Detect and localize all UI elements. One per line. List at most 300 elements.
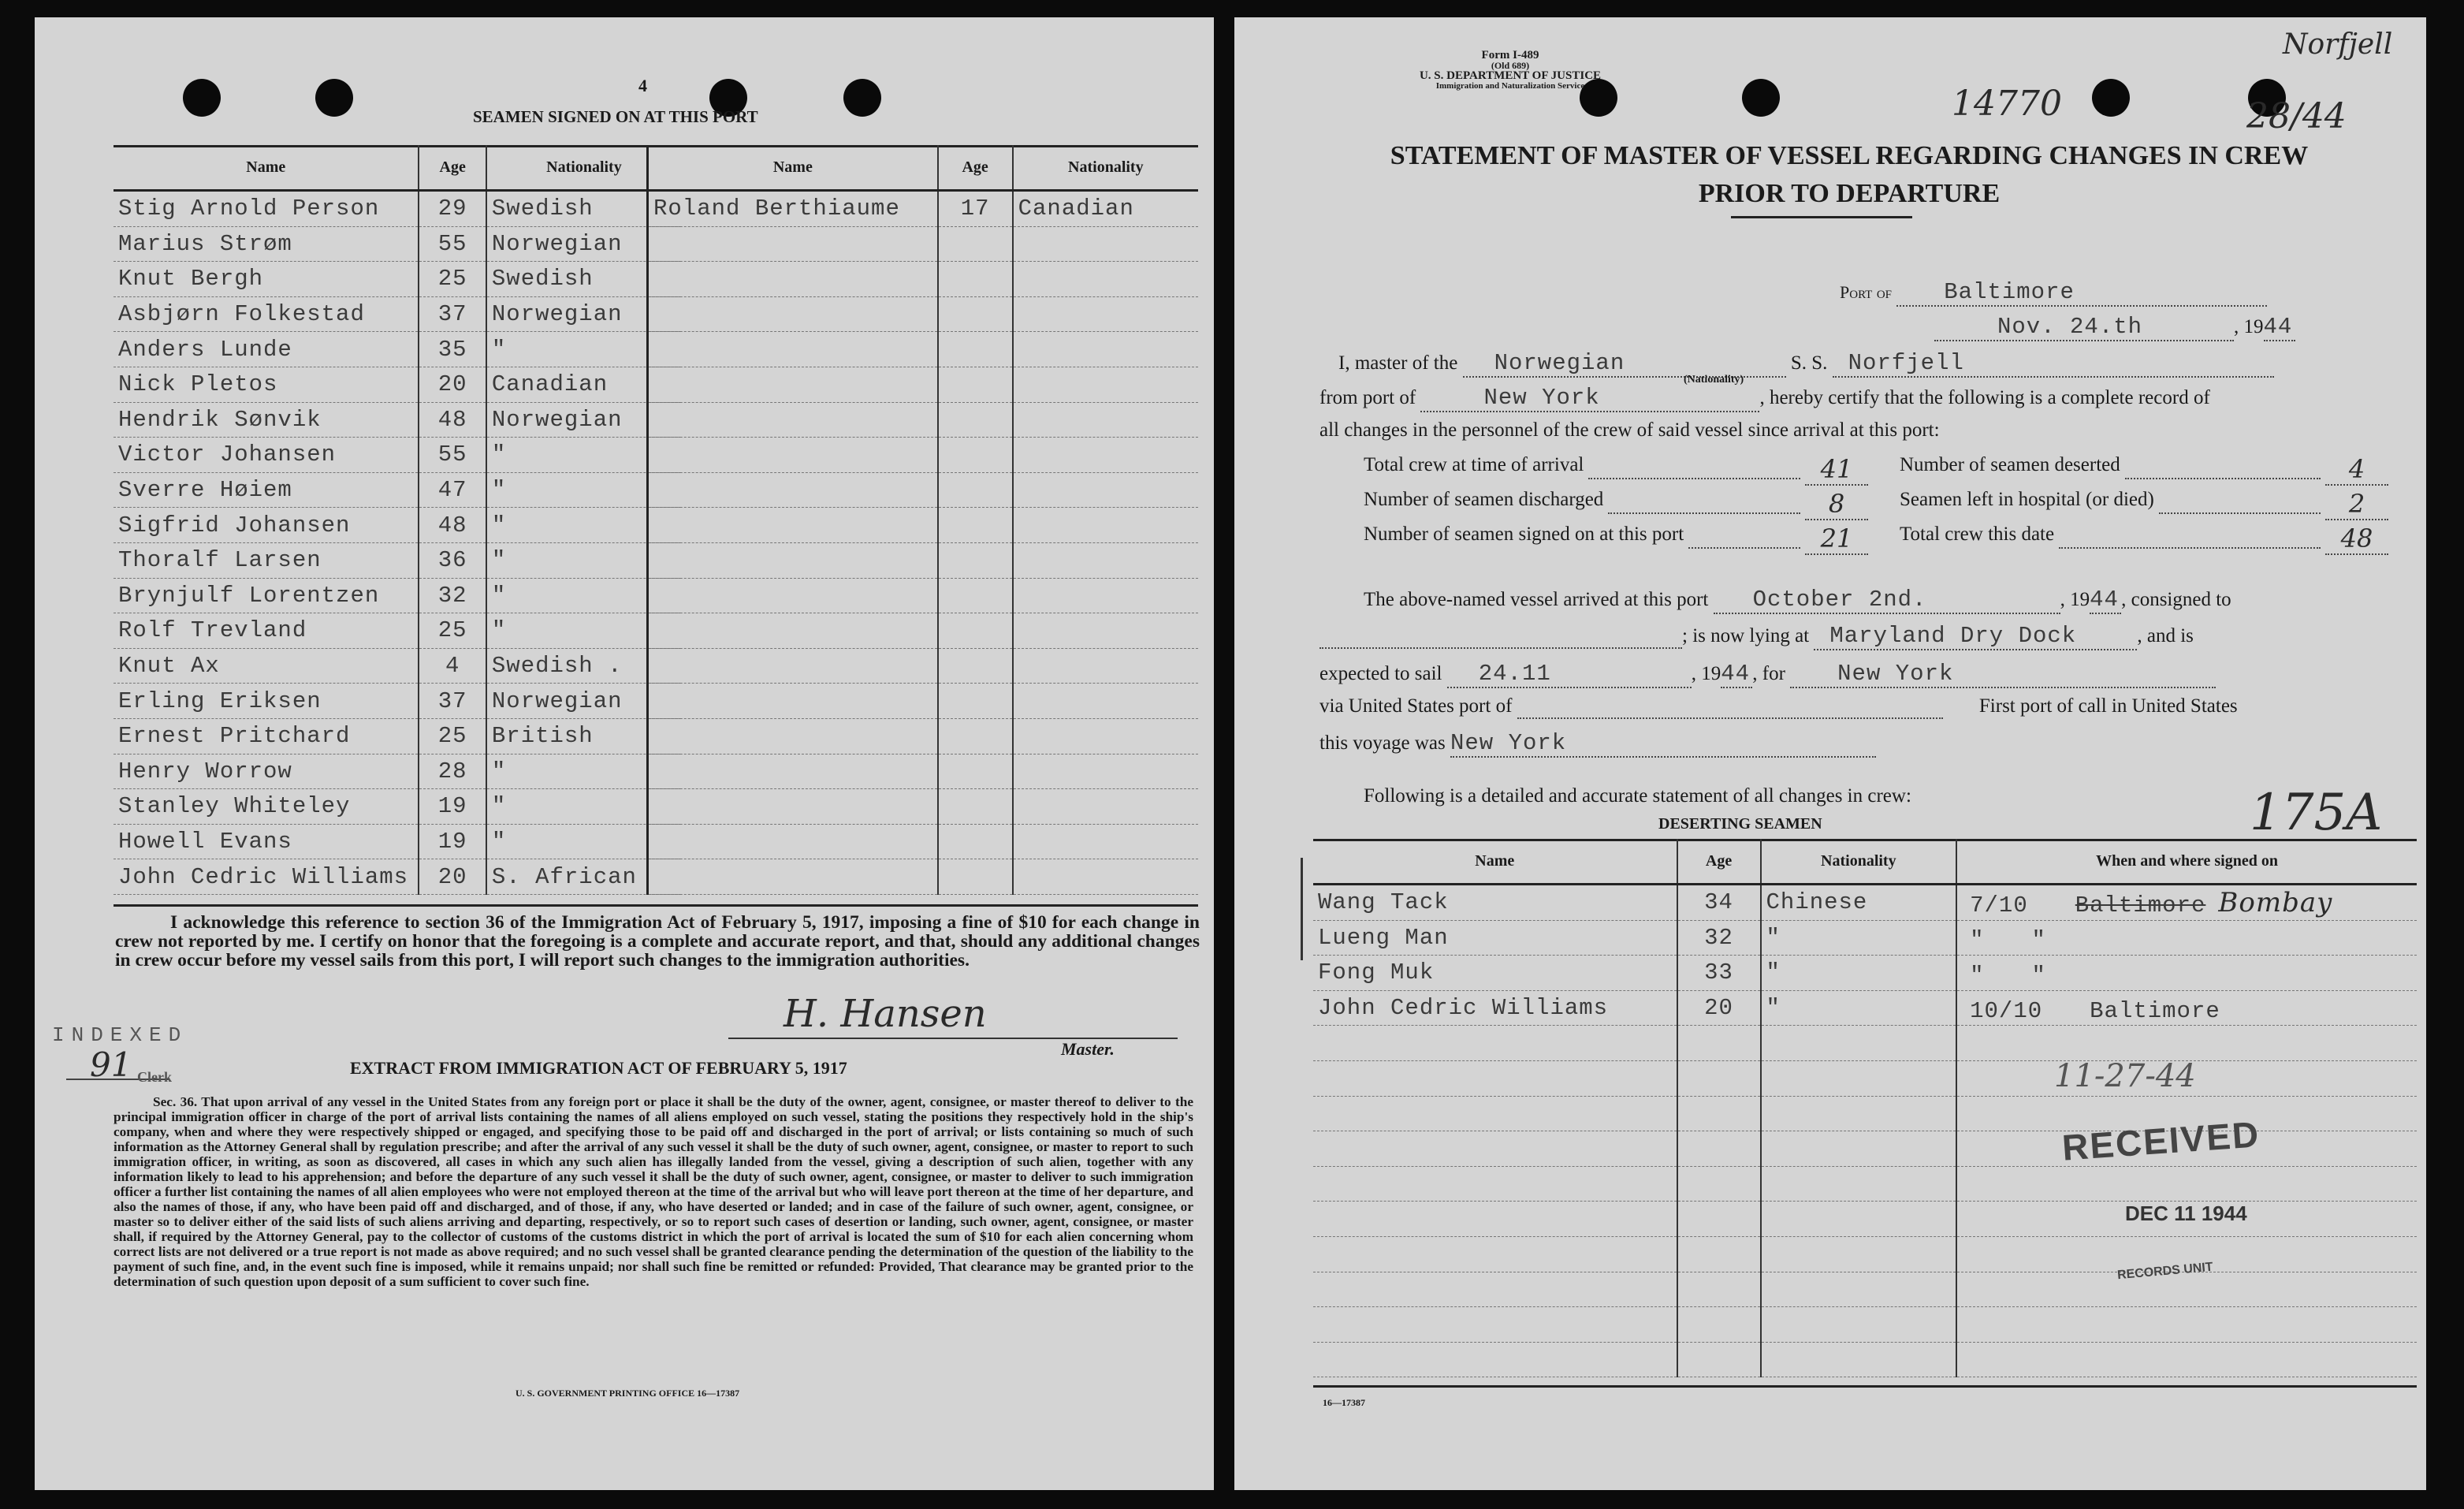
- date-row: Nov. 24.th , 1944: [1934, 314, 2295, 341]
- cell-name: [648, 542, 938, 578]
- cell-nat: Canadian: [1013, 191, 1198, 227]
- cell-when: [1956, 1272, 2417, 1307]
- cell-name: Wang Tack: [1313, 885, 1677, 921]
- from-port-value: New York: [1420, 385, 1759, 412]
- table-row: [114, 578, 681, 613]
- cell-age: 37: [419, 684, 486, 719]
- cell-name: Roland Berthiaume: [648, 191, 938, 227]
- extract-body: Sec. 36. That upon arrival of any vessel in the United States from any foreign port or place it shall be the duty of the owner, agent, consignee, or master thereof to deliver to the principal immigration officer in charge of the port of arrival lists containing the names of all aliens employed on such vessel, stating the positions they respectively hold in the ship's company, when and where they were respectively shipped or engaged, and specifying those to be paid off and discharged in the port of arrival; or lists containing so much of such information as the Attorney General shall by regulation prescribe; and after the arrival of any such vessel it shall be the duty of such owner, agent, consignee, or master to report to such immigration officer, in writing, as soon as discovered, all cases in which any such alien has illegally landed from the vessel, giving a description of such alien, together with any information likely to lead to his apprehension; and before the departure of any such vessel it shall be the duty of such owner, agent, consignee, or master to deliver to such immigration officer a further list containing the names of all alien employees who were not employed thereon at the time of the arrival but who will leave port thereon at the time of her departure, and also the names of those, if any, who have been paid off and discharged, and of those, if any, who have deserted or landed; and in case of the failure of such owner, agent, consignee, or master so to deliver either of the said lists of such aliens arriving and departing, respectively, or so to report such cases of desertion or landing, such owner, agent, consignee, or master shall, if required by the Attorney General, pay to the collector of customs of the customs district in which the port of arrival is located the sum of $10 for each alien concerning whom correct lists are not delivered or a true report is not made as above required; and no such vessel shall be granted clearance pending the determination of the question of the liability to the payment of such fine, and, in the event such fine is imposed, while it remains unpaid; nor shall such fine be remitted or refunded: Provided, That clearance may be granted prior to the determination of such question upon deposit of a sum sufficient to cover such fine.: [114, 1094, 1193, 1289]
- cell-name: [648, 438, 938, 473]
- cell-name: [1313, 1236, 1677, 1272]
- deserters-table: [1313, 839, 2417, 1377]
- punch-hole: [183, 79, 221, 117]
- table-row: [1313, 990, 2417, 1026]
- dot-leader: [2059, 523, 2321, 549]
- table-row: [1313, 1307, 2417, 1343]
- cell-name: Hendrik Sønvik: [114, 402, 419, 438]
- cell-nat: [1761, 1166, 1957, 1202]
- punch-hole: [2092, 79, 2130, 117]
- arrived-row: The above-named vessel arrived at this port October 2nd. , 1944 , consigned to: [1364, 587, 2231, 613]
- table-row: [114, 824, 681, 859]
- table-row: [648, 226, 1199, 262]
- cell-name: [648, 684, 938, 719]
- cell-nat: [1013, 684, 1198, 719]
- stat-row: [1364, 523, 1868, 555]
- table-row: [114, 367, 681, 402]
- stat-label: Number of seamen signed on at this port: [1364, 523, 1684, 545]
- table-row: [648, 648, 1199, 684]
- cell-age: 55: [419, 438, 486, 473]
- table-row: [1313, 1026, 2417, 1061]
- cell-nat: Canadian: [486, 367, 681, 402]
- cell-name: Nick Pletos: [114, 367, 419, 402]
- section-title: SEAMEN SIGNED ON AT THIS PORT: [473, 107, 758, 126]
- cell-age: [1677, 1236, 1761, 1272]
- cell-age: 37: [419, 296, 486, 332]
- punch-hole: [1742, 79, 1780, 117]
- stat-label: Number of seamen deserted: [1900, 454, 2120, 475]
- col-header-nationality: Nationality: [1013, 145, 1198, 191]
- cell-age: [938, 824, 1013, 859]
- stat-row: [1900, 523, 2388, 555]
- table-row: [648, 754, 1199, 789]
- cell-name: [648, 859, 938, 895]
- cell-age: [1677, 1096, 1761, 1131]
- punch-hole: [315, 79, 353, 117]
- stat-label: Total crew this date: [1900, 523, 2055, 545]
- col-header-name: Name: [114, 145, 419, 191]
- cell-nat: [1013, 824, 1198, 859]
- cell-age: 35: [419, 332, 486, 367]
- cell-nat: Norwegian: [486, 402, 681, 438]
- cell-age: [1677, 1131, 1761, 1167]
- cell-nat: [1013, 613, 1198, 649]
- cell-nat: [1013, 367, 1198, 402]
- cell-nat: [1761, 1272, 1957, 1307]
- cell-age: 28: [419, 754, 486, 789]
- cell-age: 19: [419, 789, 486, 825]
- dot-leader: [2125, 454, 2321, 479]
- stat-label: Seamen left in hospital (or died): [1900, 489, 2154, 510]
- stat-value: 4: [2325, 454, 2388, 486]
- table-row: [114, 613, 681, 649]
- cell-age: [938, 648, 1013, 684]
- cell-age: [938, 402, 1013, 438]
- cell-name: Asbjørn Folkestad: [114, 296, 419, 332]
- cell-nat: [1761, 1131, 1957, 1167]
- cell-age: [938, 296, 1013, 332]
- cell-name: [1313, 1272, 1677, 1307]
- cell-age: [1677, 1342, 1761, 1377]
- col-header-nationality: Nationality: [1761, 839, 1957, 885]
- signed-on-date: ": [1970, 962, 1985, 989]
- from-port-row: from port of New York , hereby certify that the following is a complete record of: [1319, 385, 2210, 411]
- signed-on-date: 10/10: [1970, 997, 2043, 1024]
- cell-age: [938, 613, 1013, 649]
- cell-nat: [1761, 1307, 1957, 1343]
- cell-age: 4: [419, 648, 486, 684]
- cell-nat: Norwegian: [486, 226, 681, 262]
- master-row: I, master of the Norwegian S. S. Norfjell: [1338, 350, 2274, 378]
- left-page: [35, 17, 1214, 1490]
- cell-age: [938, 754, 1013, 789]
- col-header-nationality: Nationality: [486, 145, 681, 191]
- lying-row: ; is now lying at Maryland Dry Dock , and is: [1319, 623, 2194, 650]
- received-stamp: RECEIVED: [2060, 1113, 2261, 1168]
- cell-age: [938, 226, 1013, 262]
- cell-age: 20: [419, 859, 486, 895]
- col-header-age: Age: [1677, 839, 1761, 885]
- cell-nat: [1013, 402, 1198, 438]
- cell-name: [648, 578, 938, 613]
- cell-name: [648, 402, 938, 438]
- cell-nat: [1013, 226, 1198, 262]
- cell-name: [1313, 1307, 1677, 1343]
- table-row: [114, 789, 681, 825]
- table-row: [648, 578, 1199, 613]
- cell-when: [1956, 990, 2417, 1026]
- cell-age: 32: [1677, 920, 1761, 956]
- cell-name: Howell Evans: [114, 824, 419, 859]
- cell-when: [1956, 1307, 2417, 1343]
- table-row: [648, 508, 1199, 543]
- form-header: Form I-489 (Old 689) U. S. DEPARTMENT OF JUSTICE Immigration and Naturalization Service: [1419, 49, 1602, 91]
- cell-nat: [1761, 1202, 1957, 1237]
- nationality-value: Norwegian: [1463, 350, 1786, 378]
- received-date: DEC 11 1944: [2125, 1202, 2247, 1225]
- dot-leader: [2159, 489, 2321, 514]
- cell-name: Anders Lunde: [114, 332, 419, 367]
- cell-name: [648, 262, 938, 297]
- cell-age: 29: [419, 191, 486, 227]
- cell-nat: ": [486, 789, 681, 825]
- cell-age: [938, 262, 1013, 297]
- cell-nat: ": [486, 508, 681, 543]
- cell-nat: Swedish: [486, 191, 681, 227]
- dot-leader: [1608, 489, 1800, 514]
- cell-age: 48: [419, 402, 486, 438]
- cell-name: John Cedric Williams: [114, 859, 419, 895]
- cell-age: 47: [419, 472, 486, 508]
- cell-nat: [1013, 472, 1198, 508]
- cell-age: [938, 508, 1013, 543]
- cell-name: [648, 613, 938, 649]
- stat-value: 8: [1805, 489, 1868, 520]
- cell-name: [1313, 1096, 1677, 1131]
- cell-nat: [1761, 1060, 1957, 1096]
- table-row: [648, 191, 1199, 227]
- signed-on-port: ": [2031, 927, 2046, 954]
- table-row: [114, 191, 681, 227]
- table-row: [114, 508, 681, 543]
- master-label: Master.: [1061, 1039, 1115, 1059]
- cell-nat: [1013, 859, 1198, 895]
- cell-nat: [1013, 578, 1198, 613]
- table-row: [648, 472, 1199, 508]
- cell-nat: [1013, 508, 1198, 543]
- cell-name: Henry Worrow: [114, 754, 419, 789]
- cell-age: [938, 438, 1013, 473]
- table-row: [648, 789, 1199, 825]
- cell-name: [1313, 1202, 1677, 1237]
- table-row: [648, 718, 1199, 754]
- col-header-when: When and where signed on: [1956, 839, 2417, 885]
- dot-leader: [1588, 454, 1800, 479]
- col-header-age: Age: [938, 145, 1013, 191]
- records-stamp: RECORDS UNIT: [2116, 1260, 2214, 1283]
- table-row: [648, 438, 1199, 473]
- cell-nat: [1013, 296, 1198, 332]
- cell-name: [1313, 1131, 1677, 1167]
- table-row: [1313, 885, 2417, 921]
- cell-name: Knut Ax: [114, 648, 419, 684]
- cell-name: Sigfrid Johansen: [114, 508, 419, 543]
- table-row: [1313, 1166, 2417, 1202]
- cell-when: [1956, 956, 2417, 991]
- cell-age: 33: [1677, 956, 1761, 991]
- cell-name: Sverre Høiem: [114, 472, 419, 508]
- dot-leader: [1688, 523, 1800, 549]
- table-row: [1313, 1060, 2417, 1096]
- cell-age: [1677, 1166, 1761, 1202]
- ship-name: Norfjell: [1833, 350, 2274, 378]
- title-underline: [1731, 216, 1912, 218]
- all-changes-text: all changes in the personnel of the crew of said vessel since arrival at this port:: [1319, 419, 1940, 441]
- cell-when: [1956, 920, 2417, 956]
- cell-age: [938, 578, 1013, 613]
- cell-nat: [1013, 754, 1198, 789]
- signed-on-port: Baltimore: [2075, 892, 2206, 918]
- cell-age: 36: [419, 542, 486, 578]
- cell-name: Victor Johansen: [114, 438, 419, 473]
- cell-name: [648, 472, 938, 508]
- cell-nat: ": [486, 824, 681, 859]
- cell-nat: ": [1761, 990, 1957, 1026]
- for-value: New York: [1790, 661, 2216, 688]
- cell-when: [1956, 885, 2417, 921]
- cell-age: 34: [1677, 885, 1761, 921]
- table-row: [648, 402, 1199, 438]
- corner-date: 28/44: [2246, 96, 2347, 136]
- following-text: Following is a detailed and accurate statement of all changes in crew:: [1364, 785, 1911, 807]
- deserting-title: DESERTING SEAMEN: [1658, 815, 1822, 833]
- cell-nat: ": [486, 438, 681, 473]
- table-row: [648, 859, 1199, 895]
- cell-name: [1313, 1166, 1677, 1202]
- year-value: 44: [2264, 314, 2295, 341]
- col-header-name: Name: [1313, 839, 1677, 885]
- cell-nat: Norwegian: [486, 684, 681, 719]
- form-title: STATEMENT OF MASTER OF VESSEL REGARDING CHANGES IN CREW PRIOR TO DEPARTURE: [1390, 141, 2309, 208]
- cell-when: [1956, 1342, 2417, 1377]
- table-row: [1313, 1272, 2417, 1307]
- stat-row: [1364, 454, 1868, 486]
- cell-nat: ": [486, 472, 681, 508]
- cell-nat: [1761, 1026, 1957, 1061]
- clerk-mark: 91: [90, 1045, 132, 1084]
- corner-note: Norfjell: [2283, 28, 2393, 61]
- date-value: Nov. 24.th: [1934, 314, 2234, 341]
- cell-name: [1313, 1060, 1677, 1096]
- signed-on-date: 7/10: [1970, 892, 2028, 918]
- cell-nat: [1761, 1236, 1957, 1272]
- clerk-label: Clerk: [137, 1069, 172, 1085]
- cell-age: [938, 367, 1013, 402]
- arrived-year: 44: [2090, 587, 2121, 614]
- cell-nat: [1013, 332, 1198, 367]
- table-row: [114, 226, 681, 262]
- cell-nat: S. African: [486, 859, 681, 895]
- table-row: [648, 542, 1199, 578]
- signed-on-port: ": [2031, 962, 2046, 989]
- cell-nat: ": [486, 542, 681, 578]
- cell-nat: [1013, 718, 1198, 754]
- cell-nat: [1013, 262, 1198, 297]
- cell-nat: Swedish: [486, 262, 681, 297]
- cell-age: 25: [419, 262, 486, 297]
- stat-value: 2: [2325, 489, 2388, 520]
- table-row: [1313, 1236, 2417, 1272]
- signed-on-date: ": [1970, 927, 1985, 954]
- acknowledgement: I acknowledge this reference to section 36 of the Immigration Act of February 5, 1917, imposing a fine of $10 for each change in crew not reported by me. I certify on honor that the foregoing is a complete and accurate report, and that, should any additional changes in crew occur before my vessel sails from this port, I will report such changes to the immigration authorities.: [115, 912, 1200, 971]
- punch-hole: [843, 79, 881, 117]
- cell-age: 17: [938, 191, 1013, 227]
- cell-age: [938, 472, 1013, 508]
- table-row: [114, 648, 681, 684]
- cell-name: [648, 296, 938, 332]
- table-row: [114, 402, 681, 438]
- cell-age: [1677, 1026, 1761, 1061]
- cell-name: [648, 367, 938, 402]
- cell-age: 19: [419, 824, 486, 859]
- cell-nat: [1013, 789, 1198, 825]
- table-row: [1313, 1202, 2417, 1237]
- cell-name: Knut Bergh: [114, 262, 419, 297]
- stat-row: [1364, 489, 1868, 520]
- indexed-stamp: INDEXED: [52, 1023, 188, 1047]
- cell-name: Lueng Man: [1313, 920, 1677, 956]
- cell-name: Stig Arnold Person: [114, 191, 419, 227]
- stat-value: 21: [1805, 523, 1868, 555]
- cell-name: Fong Muk: [1313, 956, 1677, 991]
- cell-when: [1956, 1166, 2417, 1202]
- cell-name: Stanley Whiteley: [114, 789, 419, 825]
- signed-on-port: Baltimore: [2090, 997, 2220, 1024]
- cell-age: [1677, 1060, 1761, 1096]
- table-row: [114, 859, 681, 895]
- page-number: 4: [638, 76, 647, 95]
- cell-nat: ": [1761, 956, 1957, 991]
- cell-nat: ": [486, 578, 681, 613]
- cell-nat: [1761, 1096, 1957, 1131]
- handwritten-port: Bombay: [2218, 886, 2333, 918]
- cell-name: [648, 824, 938, 859]
- cell-age: 48: [419, 508, 486, 543]
- cell-age: 20: [1677, 990, 1761, 1026]
- cell-age: [1677, 1202, 1761, 1237]
- stat-row: [1900, 489, 2388, 520]
- cell-name: [1313, 1026, 1677, 1061]
- cell-name: Brynjulf Lorentzen: [114, 578, 419, 613]
- cell-nat: ": [1761, 920, 1957, 956]
- signed-on-table-left: [114, 145, 681, 895]
- table-row: [114, 754, 681, 789]
- table-row: [114, 718, 681, 754]
- cell-name: [648, 648, 938, 684]
- cell-name: John Cedric Williams: [1313, 990, 1677, 1026]
- stat-label: Number of seamen discharged: [1364, 489, 1604, 510]
- cell-name: [648, 789, 938, 825]
- cell-name: [1313, 1342, 1677, 1377]
- cell-age: [938, 789, 1013, 825]
- stat-row: [1900, 454, 2388, 486]
- table-row: [1313, 920, 2417, 956]
- voyage-row: this voyage was New York: [1319, 730, 1876, 758]
- cell-when: [1956, 1026, 2417, 1061]
- table-row: [648, 684, 1199, 719]
- cell-name: [648, 226, 938, 262]
- col-header-name: Name: [648, 145, 938, 191]
- cell-age: [1677, 1307, 1761, 1343]
- cell-name: [648, 332, 938, 367]
- table-row: [648, 332, 1199, 367]
- cell-age: [938, 542, 1013, 578]
- via-row: via United States port of First port of call in United States: [1319, 695, 2238, 719]
- cell-nat: ": [486, 332, 681, 367]
- cell-name: Erling Eriksen: [114, 684, 419, 719]
- footer-code: 16—17387: [1323, 1397, 1365, 1408]
- table-row: [114, 332, 681, 367]
- cell-age: [938, 718, 1013, 754]
- table-row: [114, 542, 681, 578]
- hand-bracket: [1301, 858, 1303, 960]
- table-row: [648, 262, 1199, 297]
- cell-age: 25: [419, 613, 486, 649]
- cell-age: 32: [419, 578, 486, 613]
- cell-name: Marius Strøm: [114, 226, 419, 262]
- stamp-code: 175A: [2250, 784, 2383, 842]
- table-row: [114, 438, 681, 473]
- cell-nat: [1013, 438, 1198, 473]
- col-header-age: Age: [419, 145, 486, 191]
- cell-name: Ernest Pritchard: [114, 718, 419, 754]
- stat-value: 48: [2325, 523, 2388, 555]
- cell-name: [648, 508, 938, 543]
- cell-age: [938, 859, 1013, 895]
- master-signature: H. Hansen: [783, 992, 987, 1036]
- table-row: [648, 824, 1199, 859]
- table-row: [648, 613, 1199, 649]
- table-row: [114, 472, 681, 508]
- cell-nat: ": [486, 613, 681, 649]
- table-row: [114, 262, 681, 297]
- cell-nat: [1761, 1342, 1957, 1377]
- table-row: [1313, 956, 2417, 991]
- cell-nat: Chinese: [1761, 885, 1957, 921]
- cell-age: 20: [419, 367, 486, 402]
- printing-office: U. S. GOVERNMENT PRINTING OFFICE 16—17387: [516, 1388, 740, 1399]
- arrived-value: October 2nd.: [1714, 587, 2060, 614]
- cell-age: [938, 332, 1013, 367]
- lying-value: Maryland Dry Dock: [1814, 623, 2137, 650]
- table-row: [648, 296, 1199, 332]
- cell-name: [648, 754, 938, 789]
- cell-name: Rolf Trevland: [114, 613, 419, 649]
- cell-age: 25: [419, 718, 486, 754]
- hand-date: 11-27-44: [2054, 1058, 2196, 1094]
- extract-title: EXTRACT FROM IMMIGRATION ACT OF FEBRUARY 5, 1917: [350, 1058, 847, 1078]
- signed-on-table-right: [646, 145, 1198, 895]
